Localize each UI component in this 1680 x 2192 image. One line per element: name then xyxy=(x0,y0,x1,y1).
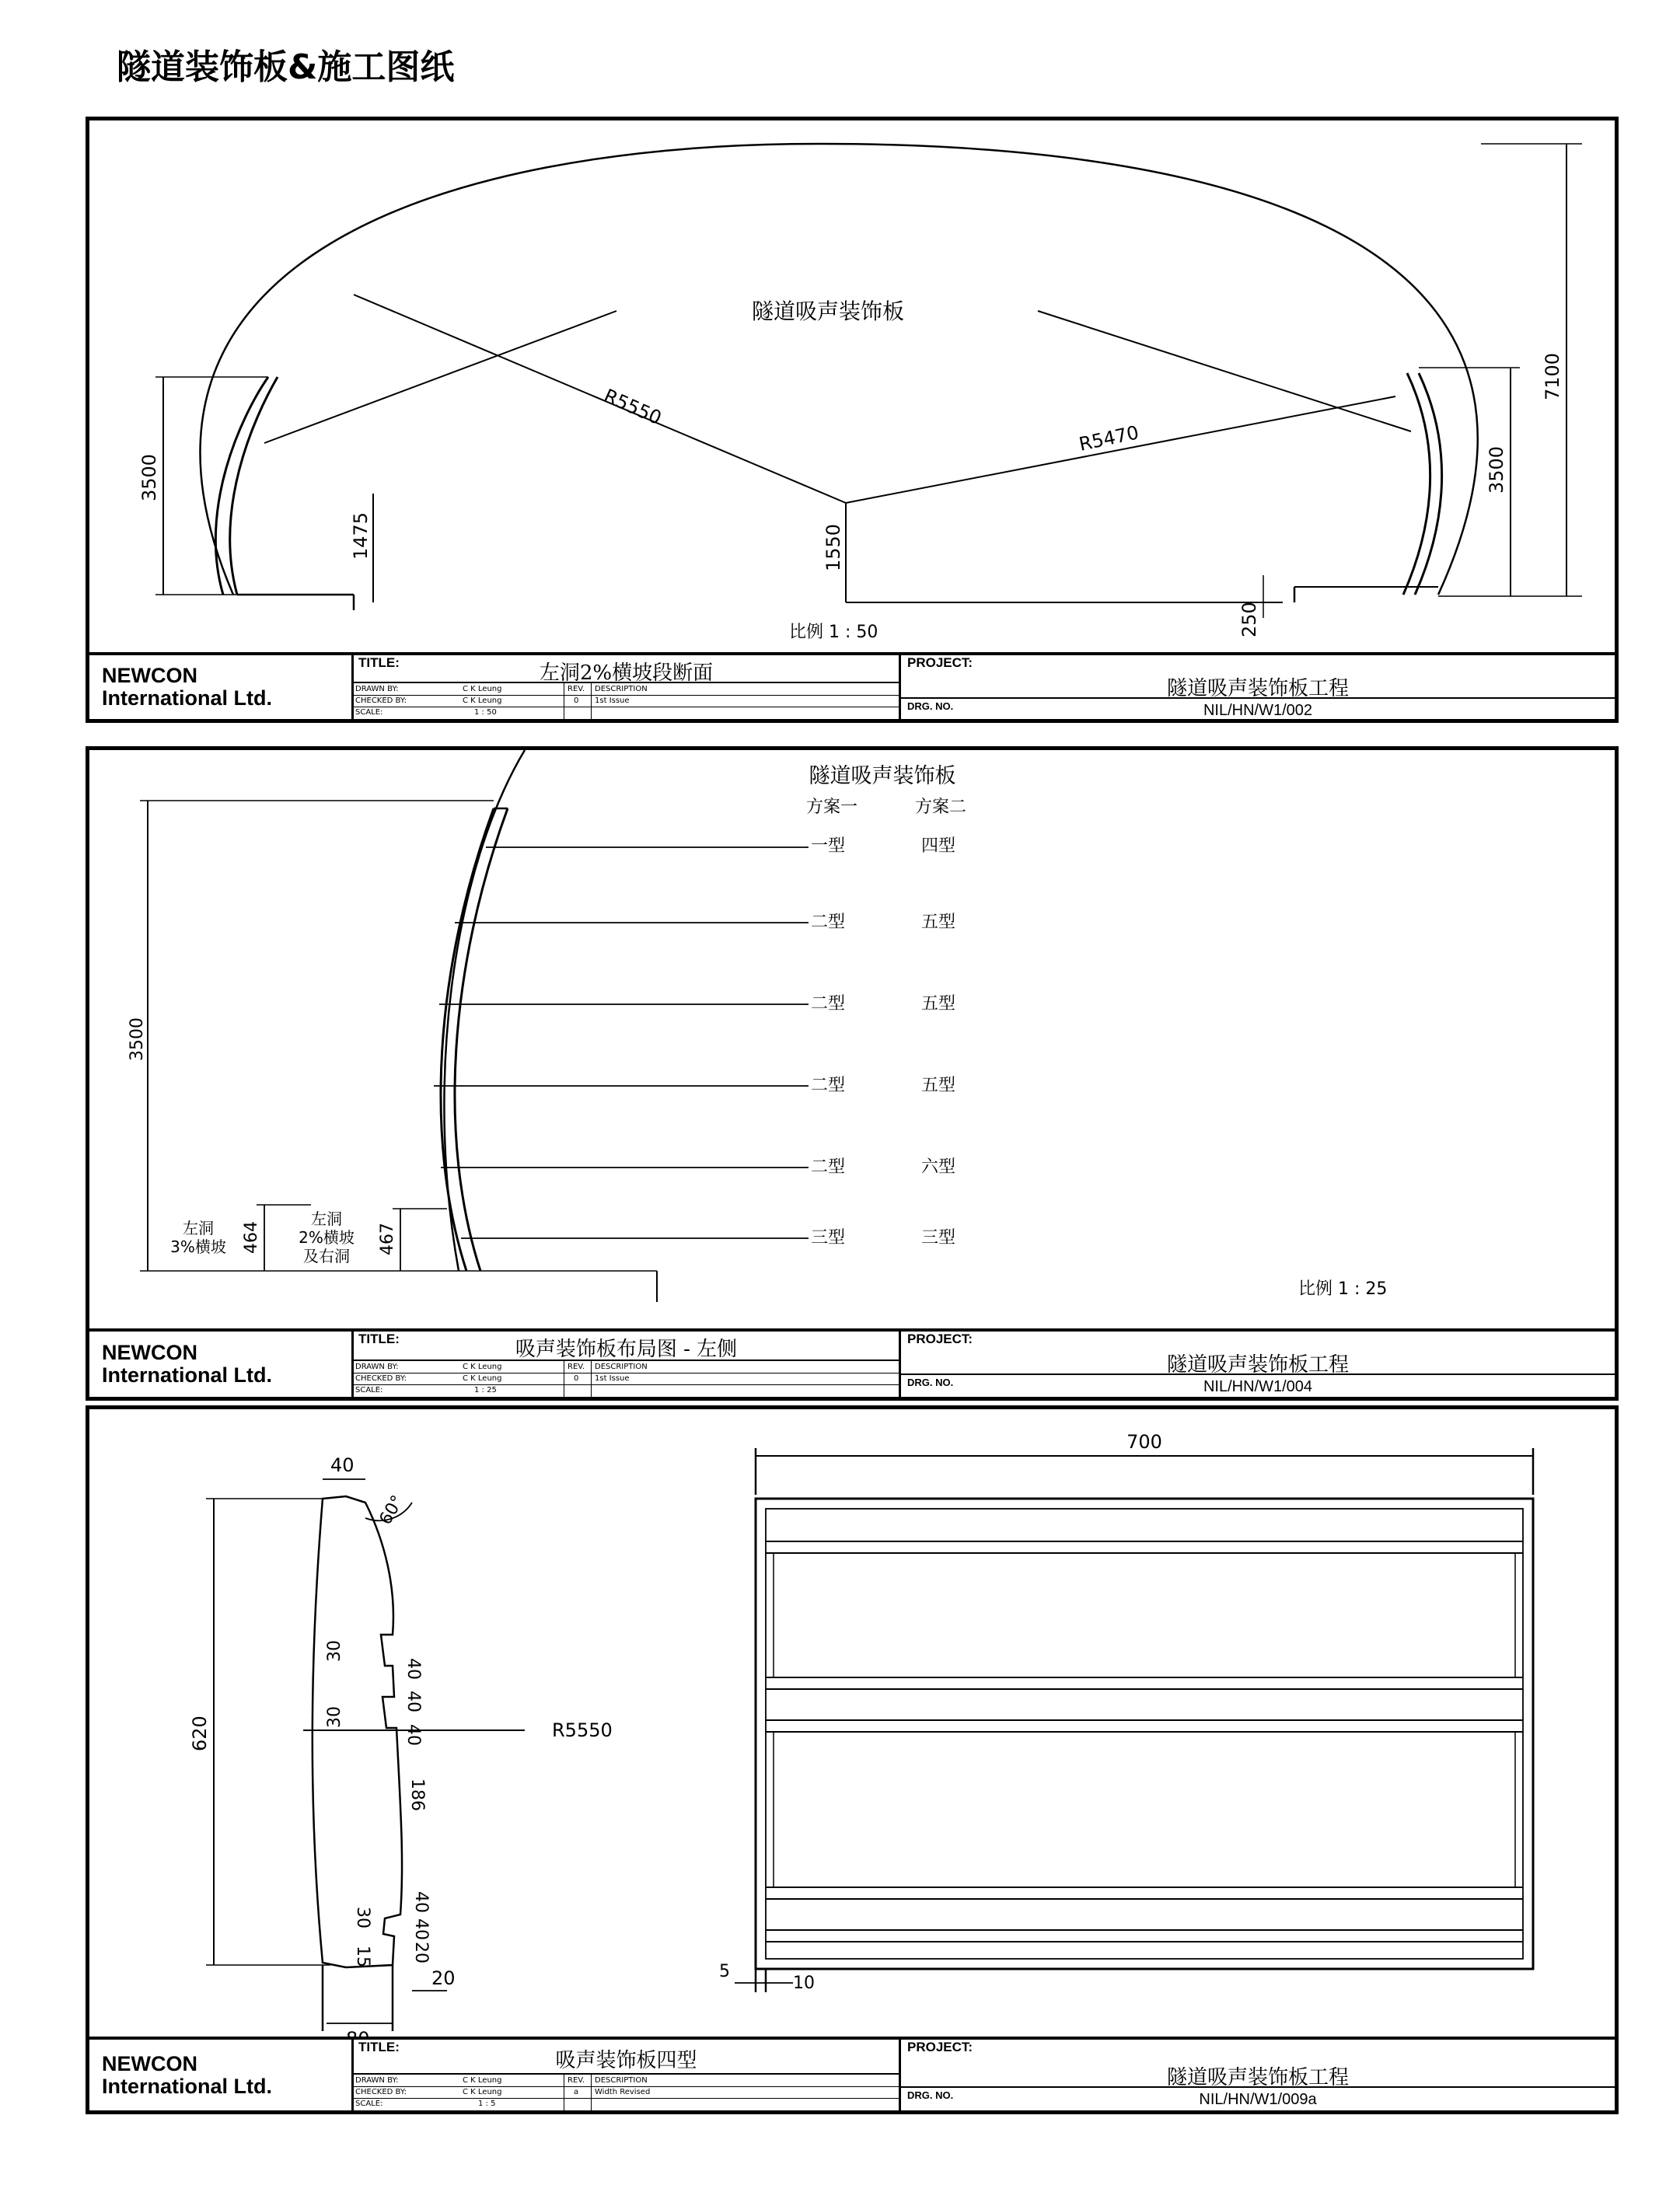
radius-line-right xyxy=(846,396,1395,503)
drawing-label: 隧道吸声装饰板 xyxy=(751,298,905,324)
dim-text-3500: 3500 xyxy=(127,1017,147,1061)
title-block: NEWCON International Ltd. TITLE: 吸声装饰板四型 DRAWN BY: C K Leung REV. DESCRIPTION CHECKED BY: C K Leung a Width Revised SCALE: 1 : 5 PROJECT: 隧道吸声装饰板工程 DRG. NO. NIL/HN/W1/009a xyxy=(89,2037,1615,2110)
company-name: NEWCON International Ltd. xyxy=(89,1332,354,1397)
row-3-col-1: 二型 xyxy=(810,994,846,1014)
dim-text-7100: 7100 xyxy=(1542,352,1563,400)
company-name: NEWCON International Ltd. xyxy=(89,655,354,719)
radius-label-left: R5550 xyxy=(600,384,665,430)
project-name: 隧道吸声装饰板工程 xyxy=(1166,1353,1349,1377)
company-name: NEWCON International Ltd. xyxy=(89,2040,354,2110)
right-wall-panels xyxy=(1403,373,1442,595)
drg-no-label: DRG. NO. xyxy=(907,700,954,712)
row-1-col-1: 一型 xyxy=(810,836,846,856)
dim-text-700: 700 xyxy=(1126,1431,1162,1453)
title-label: TITLE: xyxy=(358,655,400,670)
row-6-col-2: 三型 xyxy=(920,1228,956,1248)
radius-label: R5550 xyxy=(552,1719,613,1741)
radius-label-right: R5470 xyxy=(1077,421,1141,456)
dim-text-1550: 1550 xyxy=(823,523,844,571)
dim-text-250: 250 xyxy=(1238,602,1260,637)
row-6-col-1: 三型 xyxy=(810,1228,846,1248)
dim-text-40d: 40 xyxy=(411,1891,431,1913)
dim-text-angle: 60° xyxy=(375,1492,408,1528)
cross-section-drawing xyxy=(89,120,1615,657)
note-right-3: 及右洞 xyxy=(303,1247,350,1265)
title-label: TITLE: xyxy=(358,1332,400,1346)
dim-text-15: 15 xyxy=(353,1946,372,1967)
note-left-1: 左洞 xyxy=(183,1219,214,1237)
project-name: 隧道吸声装饰板工程 xyxy=(1166,677,1349,700)
layout-heading: 隧道吸声装饰板 xyxy=(809,764,956,788)
drawing-number: NIL/HN/W1/009a xyxy=(1199,2091,1317,2108)
dim-text-10: 10 xyxy=(793,1974,815,1993)
project-label: PROJECT: xyxy=(907,1332,973,1346)
layout-drawing xyxy=(89,750,1615,1329)
dim-text-620: 620 xyxy=(189,1716,211,1751)
note-right-1: 左洞 xyxy=(311,1209,342,1228)
row-2-col-1: 二型 xyxy=(810,913,846,932)
dim-text-467: 467 xyxy=(378,1223,397,1255)
drawing-number: NIL/HN/W1/002 xyxy=(1203,702,1313,719)
scale-text: 比例 1 : 50 xyxy=(789,623,878,642)
dim-text-40e: 40 xyxy=(411,1918,431,1940)
left-wall-panels xyxy=(215,377,278,595)
project-label: PROJECT: xyxy=(907,2040,973,2054)
dim-text-20a: 20 xyxy=(411,1942,431,1963)
panel-detail-drawing xyxy=(89,1409,1615,2043)
title-block: NEWCON International Ltd. TITLE: 左洞2%横坡段断面 DRAWN BY: C K Leung REV. DESCRIPTION CHECKED BY: C K Leung 0 1st Issue SCALE: 1 : 50 PROJECT: 隧道吸声装饰板工程 DRG. NO. NIL/HN/W1/002 xyxy=(89,652,1615,719)
panel-strip-inner xyxy=(455,808,508,1271)
arch-outline xyxy=(444,750,525,1271)
drawing-sheet-panel-type-4 xyxy=(86,1405,1619,2114)
title-label: TITLE: xyxy=(358,2040,400,2054)
column-header-2: 方案二 xyxy=(914,798,967,817)
radius-line-left xyxy=(354,295,846,503)
dim-text-40-top: 40 xyxy=(330,1454,355,1476)
row-3-col-2: 五型 xyxy=(920,994,956,1014)
leader-right xyxy=(1038,311,1411,431)
column-header-1: 方案一 xyxy=(805,798,858,817)
panel-section-profile xyxy=(313,1496,402,1967)
dim-text-1475: 1475 xyxy=(350,511,372,560)
scale-text: 比例 1 : 25 xyxy=(1298,1279,1388,1299)
dim-text-186: 186 xyxy=(407,1778,427,1811)
row-5-col-2: 六型 xyxy=(920,1157,956,1177)
dim-text-3500-right: 3500 xyxy=(1486,445,1507,494)
dim-text-40a: 40 xyxy=(403,1658,423,1680)
dim-text-30c: 30 xyxy=(353,1907,372,1928)
row-2-col-2: 五型 xyxy=(920,913,956,932)
project-label: PROJECT: xyxy=(907,655,973,670)
dim-text-464: 464 xyxy=(242,1221,261,1254)
drawing-title: 左洞2%横坡段断面 xyxy=(539,661,714,685)
dim-text-30b: 30 xyxy=(325,1706,344,1728)
dim-text-3500-left: 3500 xyxy=(138,453,160,501)
row-5-col-1: 二型 xyxy=(810,1157,846,1177)
dim-text-40c: 40 xyxy=(403,1724,423,1746)
drawing-title: 吸声装饰板布局图 - 左侧 xyxy=(515,1338,738,1361)
drawing-number: NIL/HN/W1/004 xyxy=(1203,1378,1313,1395)
row-4-col-2: 五型 xyxy=(920,1076,956,1095)
dim-text-5: 5 xyxy=(719,1962,730,1981)
row-1-col-2: 四型 xyxy=(920,836,956,856)
title-block: NEWCON International Ltd. TITLE: 吸声装饰板布局图 - 左侧 DRAWN BY: C K Leung REV. DESCRIPTION CHECKED BY: C K Leung 0 1st Issue SCALE: 1 : 25 PROJECT: 隧道吸声装饰板工程 DRG. NO. NIL/HN/W1/004 xyxy=(89,1328,1615,1397)
project-name: 隧道吸声装饰板工程 xyxy=(1166,2066,1349,2089)
dim-text-40b: 40 xyxy=(403,1691,423,1712)
dim-text-30a: 30 xyxy=(325,1640,344,1662)
drg-no-label: DRG. NO. xyxy=(907,1377,954,1388)
dim-text-20b: 20 xyxy=(431,1967,456,1989)
drawing-sheet-layout xyxy=(86,746,1619,1401)
note-left-2: 3%横坡 xyxy=(170,1237,226,1256)
page-title: 隧道装饰板&施工图纸 xyxy=(117,47,455,87)
note-right-2: 2%横坡 xyxy=(299,1228,355,1247)
drg-no-label: DRG. NO. xyxy=(907,2089,954,2101)
row-4-col-1: 二型 xyxy=(810,1076,846,1095)
drawing-sheet-cross-section xyxy=(86,117,1619,723)
drawing-title: 吸声装饰板四型 xyxy=(555,2049,697,2072)
